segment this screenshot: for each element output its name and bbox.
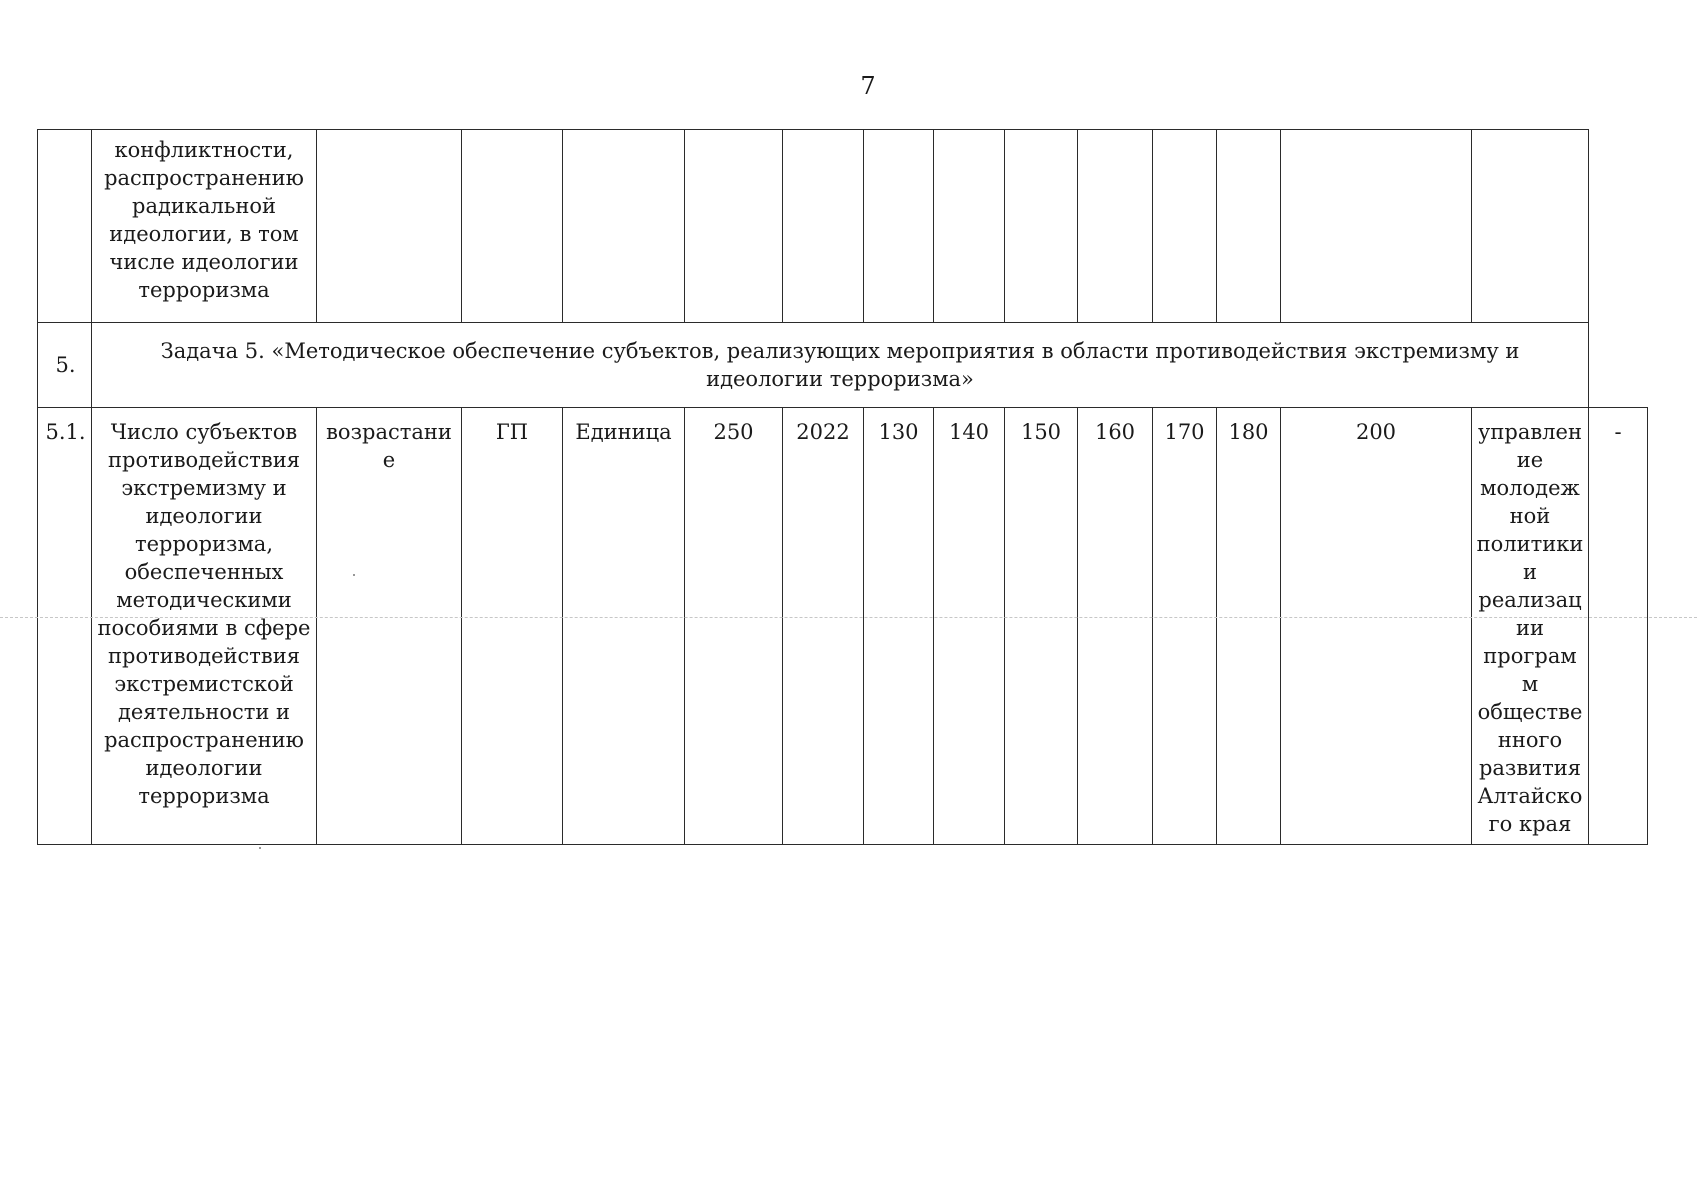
scan-speck bbox=[259, 847, 261, 849]
year-value-cell: 150 bbox=[1005, 408, 1078, 845]
task-title-cell: Задача 5. «Методическое обеспечение субъектов, реализующих мероприятия в области противодействия экстремизму и идеологии терроризма» bbox=[92, 323, 1589, 408]
empty-cell bbox=[934, 130, 1005, 323]
indicator-name-cell: Число субъектов противодействия экстремизму и идеологии терроризма, обеспеченных методическими пособиями в сфере противодействия экстремистской деятельности и распространению идеологии терроризма bbox=[92, 408, 317, 845]
empty-cell bbox=[563, 130, 685, 323]
unit-cell: Единица bbox=[563, 408, 685, 845]
year-value-cell: 200 bbox=[1281, 408, 1472, 845]
empty-cell bbox=[864, 130, 934, 323]
empty-cell bbox=[1281, 130, 1472, 323]
base-value-cell: 250 bbox=[685, 408, 783, 845]
empty-cell bbox=[1472, 130, 1589, 323]
year-value-cell: 170 bbox=[1153, 408, 1217, 845]
year-value-cell: 130 bbox=[864, 408, 934, 845]
table-row bbox=[38, 408, 1648, 845]
indicator-name-cell: конфликтности, распространению радикальной идеологии, в том числе идеологии терроризма bbox=[92, 130, 317, 323]
empty-cell bbox=[1005, 130, 1078, 323]
empty-cell bbox=[317, 130, 462, 323]
empty-cell bbox=[685, 130, 783, 323]
table-row bbox=[38, 323, 1648, 408]
table-row bbox=[38, 130, 1648, 323]
empty-cell bbox=[1217, 130, 1281, 323]
row-number-cell: 5. bbox=[38, 323, 92, 408]
year-value-cell: 160 bbox=[1078, 408, 1153, 845]
indicator-table bbox=[37, 129, 1648, 845]
responsible-cell: управление молодежной политики и реализации программ общественного развития Алтайского края bbox=[1472, 408, 1589, 845]
page-number: 7 bbox=[860, 72, 876, 100]
base-year-cell: 2022 bbox=[783, 408, 864, 845]
empty-cell bbox=[783, 130, 864, 323]
year-value-cell: 140 bbox=[934, 408, 1005, 845]
row-number-cell: 5.1. bbox=[38, 408, 92, 845]
scan-fold-line bbox=[0, 617, 1697, 618]
empty-cell bbox=[1153, 130, 1217, 323]
note-cell: - bbox=[1589, 408, 1648, 845]
scan-speck bbox=[353, 574, 355, 576]
empty-cell bbox=[1078, 130, 1153, 323]
trend-cell: возрастание bbox=[317, 408, 462, 845]
level-cell: ГП bbox=[462, 408, 563, 845]
year-value-cell: 180 bbox=[1217, 408, 1281, 845]
row-number-cell bbox=[38, 130, 92, 323]
empty-cell bbox=[462, 130, 563, 323]
